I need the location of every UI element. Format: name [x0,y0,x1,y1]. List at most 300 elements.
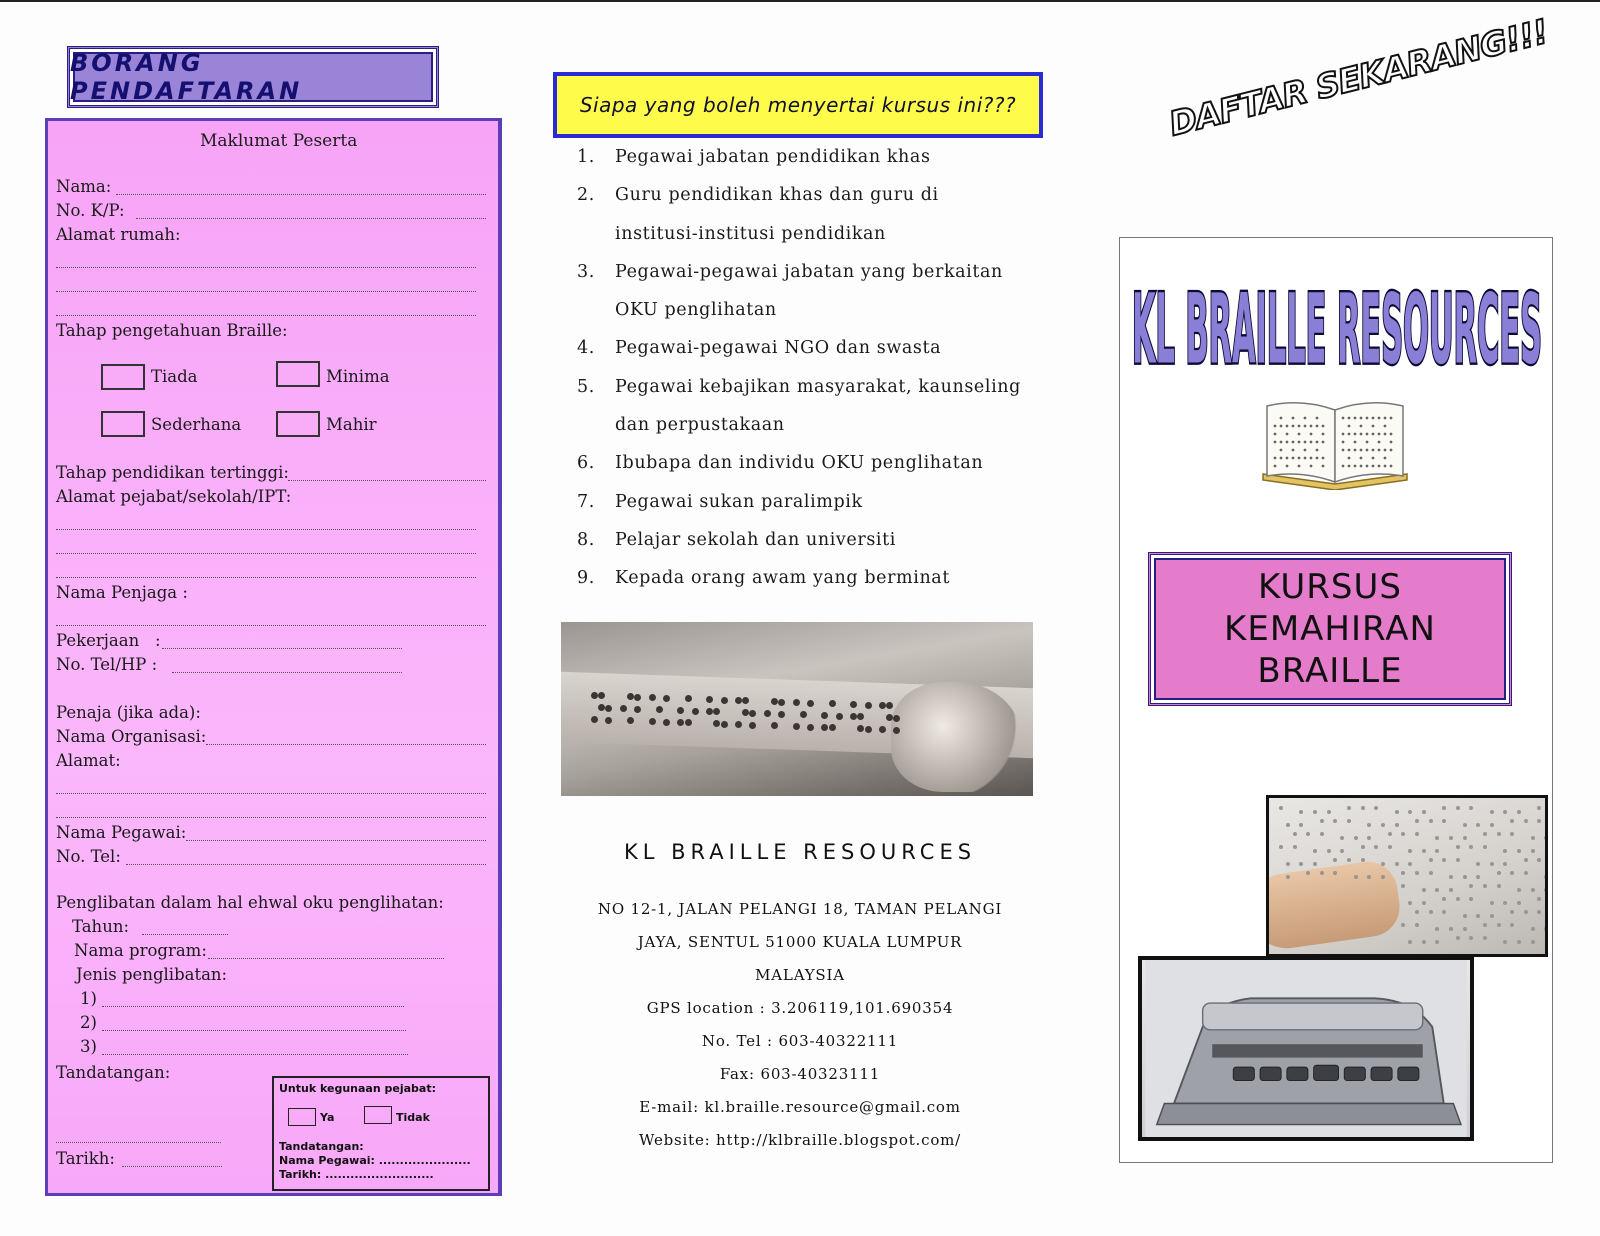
registration-title-text: BORANG PENDAFTARAN [70,49,303,105]
home-address-label: Alamat rumah: [56,225,181,244]
braille-dot [1415,871,1419,875]
book-dot [1298,465,1301,468]
braille-dot [1320,871,1324,875]
braille-dot [1469,897,1473,901]
braille-dot [778,711,785,718]
program-label: Nama program: [74,941,207,960]
braille-dot [685,695,692,702]
book-dot [1316,425,1319,428]
braille-writer-photo [1138,956,1474,1141]
braille-dot [1449,836,1453,840]
braille-dot [1388,845,1392,849]
level-minima: Minima [326,367,390,386]
book-dot [1286,441,1289,444]
braille-dot [1456,897,1460,901]
tel-field[interactable] [126,864,486,865]
braille-dot [620,705,627,712]
braille-dot [1293,845,1297,849]
braille-dot [1422,901,1426,905]
braille-dot [793,699,800,706]
braille-dot [1531,888,1535,892]
sponsor-label: Penaja (jika ada): [56,703,201,722]
book-dot [1360,417,1363,420]
braille-dot [829,700,836,707]
braille-dot [1435,849,1439,853]
braille-dot [1456,845,1460,849]
name-label: Nama: [56,177,112,196]
book-dot [1378,441,1381,444]
book-dot [1304,441,1307,444]
office-use-title: Untuk kegunaan pejabat: [279,1082,437,1095]
braille-dot [1476,823,1480,827]
braille-dot [1537,910,1541,914]
office-use-box [272,1076,490,1191]
braille-finger-photo [1266,795,1548,957]
braille-dot [1415,910,1419,914]
office-address-label: Alamat pejabat/sekolah/IPT: [56,487,292,506]
book-dot [1366,465,1369,468]
checkbox-tiada[interactable] [101,364,145,390]
braille-dot [1476,914,1480,918]
year-label: Tahun: [72,917,130,936]
book-dot [1390,417,1393,420]
book-dot [1372,417,1375,420]
book-dot [1316,457,1319,460]
program-field[interactable] [208,958,444,959]
braille-dot [1401,871,1405,875]
braille-dot [1395,810,1399,814]
address-line-1: NO 12-1, JALAN PELANGI 18, TAMAN PELANGI [597,900,1003,918]
eligibility-item-number: 1. [577,147,595,167]
course-line-1: KURSUS [1258,567,1402,607]
book-dot [1304,417,1307,420]
book-dot [1304,425,1307,428]
book-dot [1298,433,1301,436]
book-dot [1322,457,1325,460]
book-dot [1360,465,1363,468]
braille-dot [1286,823,1290,827]
braille-dot [685,719,692,726]
book-dot [1316,441,1319,444]
book-dot [1348,465,1351,468]
braille-dot [1469,845,1473,849]
braille-dot [721,697,728,704]
book-dot [1348,457,1351,460]
braille-dot [1435,927,1439,931]
office-address-line-2[interactable] [56,553,476,554]
braille-dot [1449,927,1453,931]
tel-label: No. Tel: [56,847,121,866]
eligibility-item [570,329,1040,367]
braille-dot [1442,806,1446,810]
book-dot [1280,417,1283,420]
item-2-field[interactable] [102,1030,406,1031]
education-field[interactable] [288,480,486,481]
eligibility-item-text: institusi-institusi pendidikan [615,223,886,244]
eligibility-item-text: dan perpustakaan [615,415,785,436]
braille-dot [1367,836,1371,840]
telephone: No. Tel : 603-40322111 [701,1032,899,1050]
braille-dot [1524,910,1528,914]
braille-dot [1524,858,1528,862]
book-dot [1372,449,1375,452]
braille-dot [1483,845,1487,849]
braille-dot [1510,819,1514,823]
name-field[interactable] [116,194,486,195]
braille-dot [649,694,656,701]
braille-dot [1490,810,1494,814]
braille-dot [1469,806,1473,810]
braille-dot [656,706,663,713]
eligibility-item-number: 9. [577,568,595,589]
book-dot [1292,449,1295,452]
braille-dot [1483,923,1487,927]
braille-dot [649,718,656,725]
office-signature: Tandatangan: [279,1140,364,1153]
book-dot [1310,433,1313,436]
eligibility-item [570,368,1040,445]
hand-shape [891,682,1021,792]
office-officer: Nama Pegawai: ...................... [279,1154,471,1167]
braille-dot [1415,819,1419,823]
braille-dot [1408,940,1412,944]
braille-dot [1293,832,1297,836]
braille-dot [1299,810,1303,814]
eligibility-item [570,521,1040,559]
book-dot [1316,417,1319,420]
checkbox-ya[interactable] [288,1108,316,1126]
level-mahir: Mahir [326,415,377,434]
braille-dot [1299,823,1303,827]
braille-dot [1340,849,1344,853]
involvement-label: Penglibatan dalam hal ehwal oku penglihatan: [56,893,444,912]
braille-dot [634,694,641,701]
braille-level-label: Tahap pengetahuan Braille: [56,321,288,340]
home-address-line-2[interactable] [56,291,476,292]
braille-dot [836,713,843,720]
checkbox-tidak[interactable] [364,1106,392,1124]
braille-dot [1531,836,1535,840]
braille-dot [1456,936,1460,940]
brand-wordart [1126,248,1548,378]
braille-dot [1354,875,1358,879]
office-no: Tidak [396,1111,430,1124]
braille-writer-svg [1142,960,1470,1137]
braille-dot [1531,940,1535,944]
book-dot [1390,441,1393,444]
braille-dot [1333,858,1337,862]
checkbox-mahir[interactable] [276,411,320,437]
book-dot [1360,425,1363,428]
book-dot [1348,425,1351,428]
book-dot [1274,433,1277,436]
year-field[interactable] [142,934,228,935]
item-1-field[interactable] [102,1006,404,1007]
book-dot [1354,433,1357,436]
braille-dot [1347,806,1351,810]
braille-dot [1537,806,1541,810]
braille-dot [1367,823,1371,827]
book-dot [1322,465,1325,468]
sponsor-address-line-1[interactable] [56,793,486,794]
braille-dot [663,695,670,702]
eligibility-item [570,253,1040,330]
braille-dot [749,710,756,717]
braille-dot [865,726,872,733]
website-link[interactable]: Website: http://klbraille.blogspot.com/ [638,1131,962,1149]
book-dot [1354,449,1357,452]
job-label: Pekerjaan [56,631,140,650]
braille-dot [807,700,814,707]
book-dot [1342,465,1345,468]
book-dot [1286,457,1289,460]
book-dot [1310,457,1313,460]
open-book-icon [1255,398,1415,490]
book-dot [1384,433,1387,436]
email[interactable]: E-mail: kl.braille.resource@gmail.com [639,1098,961,1116]
braille-dot [1544,875,1548,879]
book-dot [1378,449,1381,452]
braille-dot [1408,901,1412,905]
braille-dot [1456,806,1460,810]
item-2-label: 2) [80,1013,97,1032]
braille-dot [1544,927,1548,931]
book-dot [1348,433,1351,436]
braille-dot [1510,871,1514,875]
book-dot [1286,425,1289,428]
braille-dot [1442,819,1446,823]
braille-dot [1517,888,1521,892]
eligibility-item-text: Kepada orang awam yang berminat [615,568,950,589]
braille-dot [1401,884,1405,888]
braille-dot [1395,823,1399,827]
book-dot [1298,441,1301,444]
eligibility-item-number: 4. [577,338,595,359]
braille-dot [1442,858,1446,862]
braille-dot [1435,940,1439,944]
eligibility-item [570,444,1040,482]
book-dot [1390,465,1393,468]
book-dot [1366,441,1369,444]
book-dot [1360,457,1363,460]
book-dot [1384,425,1387,428]
braille-dot [1490,862,1494,866]
job-field[interactable] [162,648,402,649]
braille-dot [1483,884,1487,888]
braille-dot [1442,910,1446,914]
book-dot [1286,433,1289,436]
book-dot [1280,441,1283,444]
book-dot [1298,457,1301,460]
book-dot [1360,449,1363,452]
open-book-svg [1255,398,1415,490]
braille-dot [1490,901,1494,905]
braille-dot [778,699,785,706]
phone-label: No. Tel/HP : [56,655,158,674]
braille-dot [1286,875,1290,879]
guardian-field[interactable] [56,625,486,626]
book-dot [1274,425,1277,428]
book-dot [1310,465,1313,468]
braille-dot [1517,849,1521,853]
braille-dot [1510,832,1514,836]
braille-dot [1463,823,1467,827]
sponsor-address-line-2[interactable] [56,817,486,818]
eligibility-item-text: Guru pendidikan khas dan guru di [615,185,939,206]
job-colon: : [155,631,161,650]
braille-dot [1347,819,1351,823]
date-field[interactable] [122,1166,222,1167]
course-line-2: KEMAHIRAN [1224,609,1436,649]
braille-dot [1497,884,1501,888]
braille-dot [1313,810,1317,814]
ic-field[interactable] [136,218,486,219]
braille-dot [605,705,612,712]
book-dot [1372,465,1375,468]
braille-dot [1483,832,1487,836]
braille-dot [1381,823,1385,827]
eligibility-item [570,483,1040,521]
brand-wordart-svg [1126,248,1548,378]
braille-dot [1435,836,1439,840]
book-dot [1366,449,1369,452]
level-tiada: Tiada [151,367,198,386]
eligibility-item-text: Pegawai jabatan pendidikan khas [615,147,931,167]
braille-dot [663,719,670,726]
eligibility-item-number: 3. [577,261,595,282]
eligibility-item-text: Pegawai-pegawai NGO dan swasta [615,338,942,359]
braille-dot [1442,897,1446,901]
date-label: Tarikh: [56,1149,115,1168]
education-label: Tahap pendidikan tertinggi: [56,463,289,482]
call-to-action: DAFTAR SEKARANG!!! [1165,11,1552,144]
office-yes: Ya [320,1111,335,1124]
braille-dot [807,724,814,731]
braille-dot [591,716,598,723]
book-dot [1292,457,1295,460]
braille-dot [1524,819,1528,823]
braille-dot [1422,940,1426,944]
eligibility-item [570,176,1040,253]
eligibility-item-number: 6. [577,453,595,474]
officer-label: Nama Pegawai: [56,823,187,842]
braille-dot [1531,849,1535,853]
braille-dot [893,715,900,722]
book-dot [1316,449,1319,452]
braille-dot [634,706,641,713]
book-dot [1366,433,1369,436]
eligibility-item-number: 7. [577,491,595,512]
braille-dot [1408,862,1412,866]
eligibility-item-text: OKU penglihatan [615,300,777,321]
braille-dot [591,692,598,699]
braille-dot [1517,810,1521,814]
braille-dot [1381,862,1385,866]
item-1-label: 1) [80,989,97,1008]
braille-dot [1401,923,1405,927]
book-dot [1304,449,1307,452]
eligibility-item-text: Pegawai-pegawai jabatan yang berkaitan [615,261,1003,282]
braille-dot [1537,897,1541,901]
registration-form [45,118,502,1196]
book-dot [1342,449,1345,452]
braille-dot [1361,806,1365,810]
officer-field[interactable] [186,840,486,841]
contact-block [560,893,1040,1157]
book-dot [1384,449,1387,452]
braille-dot [1476,875,1480,879]
braille-dot [1354,836,1358,840]
braille-dot [1381,875,1385,879]
checkbox-minima[interactable] [276,361,320,387]
eligibility-item [570,559,1040,597]
braille-dot [1503,862,1507,866]
eligibility-item-number: 2. [577,185,595,206]
org-field[interactable] [206,744,486,745]
book-dot [1292,425,1295,428]
braille-dot [1361,845,1365,849]
braille-dot [1408,810,1412,814]
book-dot [1280,457,1283,460]
book-dot [1342,417,1345,420]
item-3-field[interactable] [102,1054,408,1055]
braille-dot [1544,888,1548,892]
braille-dot [764,710,771,717]
book-dot [1384,465,1387,468]
braille-dot [1374,806,1378,810]
course-line-3: BRAILLE [1257,651,1403,691]
office-address-line-1[interactable] [56,529,476,530]
checkbox-sederhana[interactable] [101,411,145,437]
braille-dot [1490,823,1494,827]
book-dot [1286,465,1289,468]
office-address-line-3[interactable] [56,577,476,578]
eligibility-item-number: 8. [577,529,595,550]
braille-dot [1469,936,1473,940]
signature-label: Tandatangan: [56,1063,171,1082]
book-dot [1390,433,1393,436]
braille-dot [1463,927,1467,931]
braille-dot [1483,936,1487,940]
book-dot [1390,449,1393,452]
braille-dot [1429,871,1433,875]
braille-dot [793,723,800,730]
course-title-box [1148,552,1512,706]
braille-dot [1374,845,1378,849]
org-label: Nama Organisasi: [56,727,207,746]
braille-dot [721,721,728,728]
braille-dot [1395,862,1399,866]
braille-dot [1456,858,1460,862]
home-address-line-3[interactable] [56,315,476,316]
home-address-line-1[interactable] [56,267,476,268]
braille-dot [1299,862,1303,866]
braille-dot [1476,862,1480,866]
braille-dot [1415,832,1419,836]
book-dot [1342,433,1345,436]
braille-dot [879,726,886,733]
braille-dot [1510,910,1514,914]
book-dot [1348,417,1351,420]
book-dot [1322,441,1325,444]
eligibility-item-text: Ibubapa dan individu OKU penglihatan [615,453,984,474]
phone-field[interactable] [172,672,402,673]
braille-dot [1449,888,1453,892]
contact-organisation: KL BRAILLE RESOURCES [623,840,977,864]
braille-dot [1279,845,1283,849]
book-dot [1372,433,1375,436]
signature-field[interactable] [56,1142,221,1143]
